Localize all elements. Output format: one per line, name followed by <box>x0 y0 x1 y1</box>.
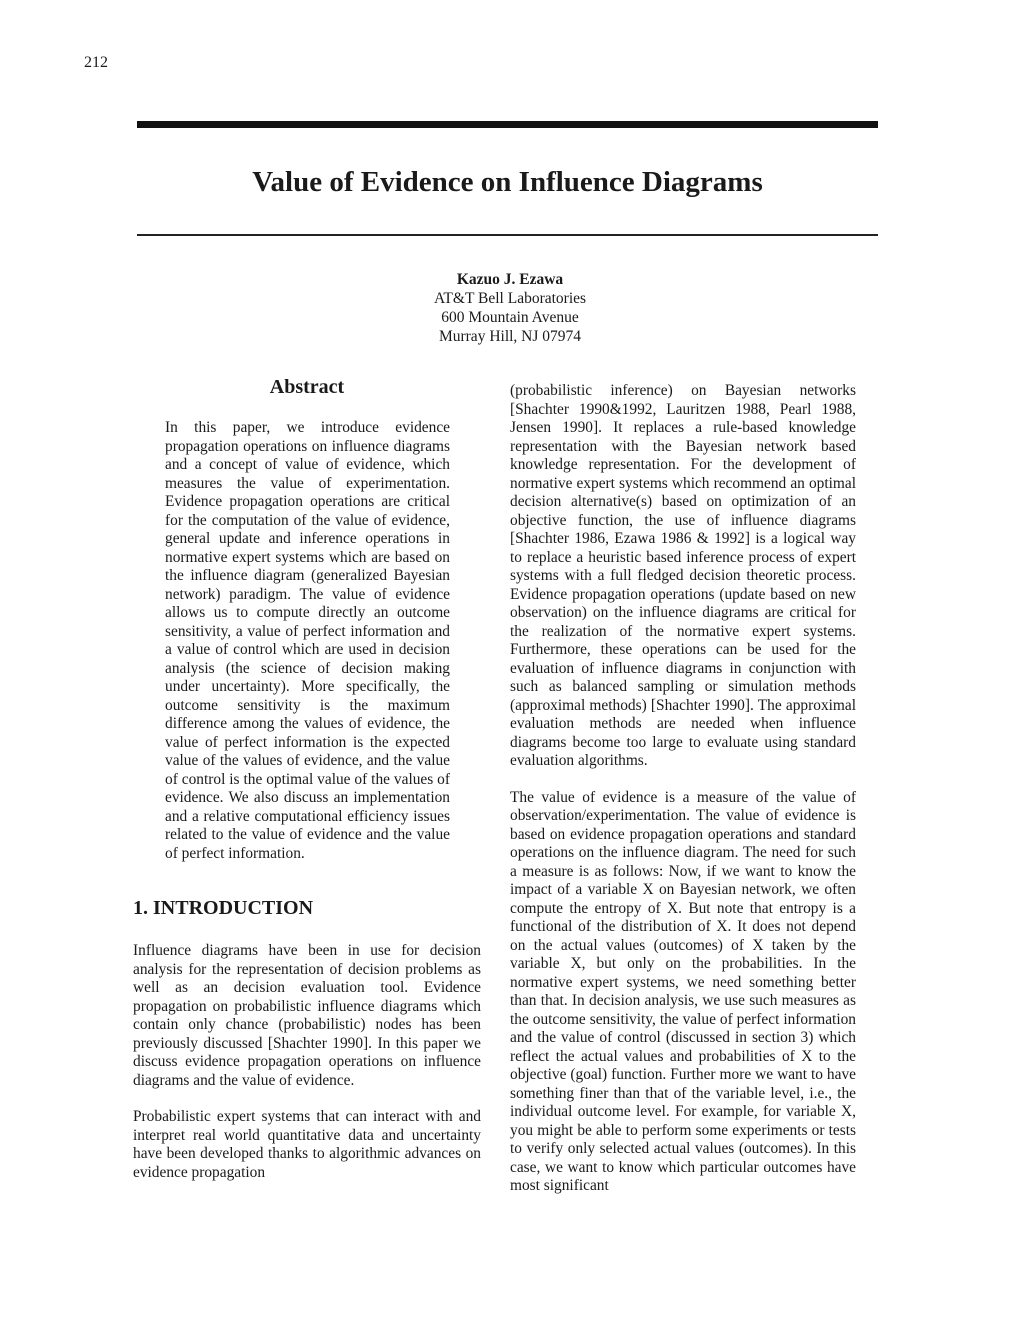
right-column <box>510 382 856 1196</box>
left-column <box>133 370 481 1182</box>
page-number: 212 <box>84 54 108 71</box>
intro-paragraph: Influence diagrams have been in use for decision analysis for the representation of decision problems as well as an decision evaluation tool. Evidence propagation on probabilistic influence diagrams which contain only chance (probabilistic) nodes has been previously discussed [Shachter 1990]. In this paper we discuss evidence propagation operations on influence diagrams and the value of evidence. <box>133 942 481 1089</box>
abstract-text: In this paper, we introduce evidence propagation operations on influence diagrams and a concept of value of evidence, which measures the value of experimentation. Evidence propagation operations are critical for the computation of the value of evidence, general update and inference operations in normative expert systems which are based on the influence diagram (generalized Bayesian network) paradigm. The value of evidence allows us to compute directly an outcome sensitivity, a value of perfect information and a value of control which are used in decision analysis (the science of decision making under uncertainty). More specifically, the outcome sensitivity is the maximum difference among the values of evidence, the value of perfect information is the expected value of the values of evidence, and the value of control is the optimal value of the values of evidence. We also discuss an implementation and a relative computational efficiency issues related to the value of evidence and the value of perfect information. <box>165 419 450 862</box>
author-block <box>380 270 640 346</box>
paper-title: Value of Evidence on Influence Diagrams <box>252 166 763 198</box>
body-paragraph: (probabilistic inference) on Bayesian networks [Shachter 1990&1992, Lauritzen 1988, Pearl 1988, Jensen 1990]. It replaces a rule-based knowledge representation with the Bayesian network based knowledge representation. For the development of normative expert systems which recommend an optimal decision alternative(s) based on optimization of an objective function, the use of influence diagrams [Shachter 1986, Ezawa 1986 & 1992] is a logical way to replace a heuristic based inference process of expert systems with a full fledged decision theoretic process. Evidence propagation operations (update based on new observation) on the influence diagrams are critical for the realization of the normative expert systems. Furthermore, these operations can be used for the evaluation of influence diagrams in conjunction with such as balanced sampling or simulation methods (approximal methods) [Shachter 1990]. The approximal evaluation methods are needed when influence diagrams become too large to evaluate using standard evaluation algorithms. <box>510 382 856 769</box>
author-address-line2: Murray Hill, NJ 07974 <box>438 328 582 345</box>
top-rule <box>137 121 878 128</box>
intro-paragraph: Probabilistic expert systems that can interact with and interpret real world quantitative data and uncertainty have been developed thanks to algorithmic advances on evidence propagation <box>133 1108 481 1181</box>
author-name: Kazuo J. Ezawa <box>456 271 564 288</box>
author-affiliation: AT&T Bell Laboratories <box>433 290 587 307</box>
abstract-heading: Abstract <box>269 376 345 398</box>
body-paragraph: The value of evidence is a measure of the value of observation/experimentation. The value of evidence is based on evidence propagation operations and standard operations on the influence diagram. The need for such a measure is as follows: Now, if we want to know the impact of a variable X on Bayesian network, we often compute the entropy of X. But note that entropy is a functional of the distribution of X. It does not depend on the actual values (outcomes) of X taken by the variable X, but only on the probabilities. In the normative expert systems, we need something better than that. In decision analysis, we use such measures as the outcome sensitivity, the value of perfect information and the value of control (discussed in section 3) which reflect the actual values and probabilities of X to the objective (goal) function. Further more we want to have something finer than that of the variable level, i.e., the individual outcome level. For example, for variable X, you might be able to perform some experiments or tests to verify only selected actual values (outcomes). In this case, we want to know which particular outcomes have most significant <box>510 788 856 1194</box>
title-rule <box>137 234 878 236</box>
introduction-heading: 1. INTRODUCTION <box>133 897 314 919</box>
author-address-line1: 600 Mountain Avenue <box>441 309 579 326</box>
